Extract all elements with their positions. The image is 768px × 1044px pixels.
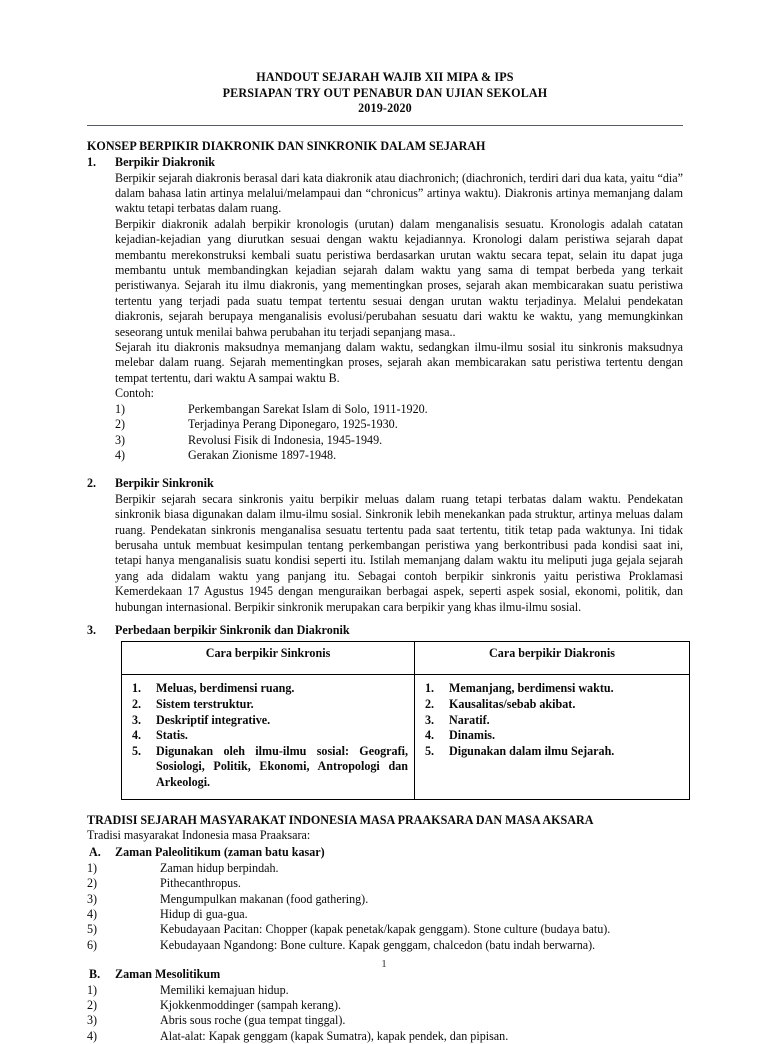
list-item — [87, 861, 683, 876]
list-item — [87, 938, 683, 953]
list-item-marker: 4) — [115, 447, 126, 462]
section-2-intro: Tradisi masyarakat Indonesia masa Praaksara: — [87, 827, 311, 842]
item-3-heading: Perbedaan berpikir Sinkronik dan Diakronik — [115, 622, 350, 637]
list-item-marker: 2) — [115, 417, 126, 432]
list-item-text: Alat-alat: Kapak genggam (kapak Sumatra), kapak pendek, dan pipisan. — [160, 1028, 509, 1043]
list-item-marker: 4) — [87, 1028, 98, 1043]
list-item-text: Hidup di gua-gua. — [160, 906, 248, 921]
list-item — [115, 402, 683, 417]
list-item-text: Kebudayaan Ngandong: Bone culture. Kapak genggam, chalcedon (batu indah berwarna). — [160, 937, 596, 952]
table-header-sinkronis: Cara berpikir Sinkronis — [122, 642, 415, 675]
header-divider — [87, 125, 683, 126]
list-item — [115, 417, 683, 432]
block-a-marker: A. — [89, 845, 101, 860]
list-item-marker: 5. — [425, 743, 435, 758]
list-item-marker: 4. — [425, 728, 435, 743]
list-item-text: Abris sous roche (gua tempat tinggal). — [160, 1013, 346, 1028]
contoh-label: Contoh: — [115, 386, 154, 401]
list-item-text: Kebudayaan Pacitan: Chopper (kapak penetak/kapak genggam). Stone culture (budaya batu). — [160, 922, 611, 937]
list-item-marker: 4) — [87, 906, 98, 921]
list-item-text: Sistem terstruktur. — [156, 696, 254, 711]
mesolitikum-list — [87, 983, 683, 1044]
comparison-table-wrapper — [87, 641, 683, 799]
list-item — [421, 728, 683, 744]
document-content — [87, 70, 683, 1044]
list-item-marker: 5. — [132, 743, 142, 758]
list-item — [421, 697, 683, 713]
item-2-paragraph-1: Berpikir sejarah secara sinkronis yaitu berpikir meluas dalam ruang tetapi terbatas dalam waktu. Pendekatan sinkronik biasa digunakan dalam ilmu-ilmu sosial. Sinkronik lebih menekankan pada struktur, artinya meluas dalam ruang. Pendekatan sinkronis menganalisa sesuatu tertentu pada saat tertentu, titik tetap pada waktunya. Ini tidak berusaha untuk membuat kesimpulan tentang perkembangan peristiwa yang berkontribusi pada kondisi saat ini, tetapi hanya menganalisis suatu kondisi seperti itu. Istilah memanjang dalam waktu itu meliputi juga gejala sejarah yang ada didalam waktu yang panjang itu. Sebagai contoh berpikir sinkronis yaitu peristiwa Proklamasi Kemerdekaan 17 Agustus 1945 dengan menguraikan berbagai aspek, seperti aspek sosial, ekonomi, politik, dan hubungan internasional. Berpikir sinkronik merupakan cara berpikir yang khas ilmu-ilmu sosial. — [115, 491, 683, 614]
list-item-text: Zaman hidup berpindah. — [160, 860, 279, 875]
list-item-text: Mengumpulkan makanan (food gathering). — [160, 891, 369, 906]
list-item-text: Dinamis. — [449, 728, 496, 743]
item-2-heading: Berpikir Sinkronik — [115, 476, 214, 491]
list-item-marker: 4. — [132, 728, 142, 743]
paleolitikum-list — [87, 861, 683, 953]
table-header-diakronis: Cara berpikir Diakronis — [415, 642, 690, 675]
list-item-marker: 6) — [87, 937, 98, 952]
list-item-text: Deskriptif integrative. — [156, 712, 271, 727]
list-item — [421, 681, 683, 697]
list-item — [87, 1013, 683, 1028]
item-1-paragraph-2: Berpikir diakronik adalah berpikir kronologis (urutan) dalam menganalisis sesuatu. Kronologis adalah catatan kejadian-kejadian yang diurutkan sesuai dengan waktu kejadiannya. Kronologi dalam peristiwa sejarah dapat membantu merekonstruksi kembali suatu peristiwa berdasarkan urutan waktu secara tepat, selain itu dapat juga membantu untuk membandingkan kejadian sejarah dalam waktu yang sama di tempat berbeda yang terkait peristiwanya. Sejarah itu ilmu diakronis, yang mementingkan proses, sejarah akan membicarakan suatu peristiwa tertentu yang terjadi pada suatu tempat tertentu sesuai dengan urutan waktu terjadinya. Melalui pendekatan diakronis, sejarah berupaya menganalisis evolusi/perubahan sesuatu dari waktu ke waktu, yang memungkinkan seseorang untuk menilai bahwa perubahan itu terjadi sepanjang masa.. — [115, 216, 683, 339]
list-item — [115, 433, 683, 448]
list-item-text: Gerakan Zionisme 1897-1948. — [188, 447, 337, 462]
list-item-marker: 3. — [425, 712, 435, 727]
list-item-text: Revolusi Fisik di Indonesia, 1945-1949. — [188, 432, 383, 447]
list-item-marker: 2. — [425, 696, 435, 711]
contoh-list — [115, 402, 683, 464]
comparison-table — [121, 641, 690, 799]
item-1-heading: Berpikir Diakronik — [115, 155, 216, 170]
list-item — [128, 728, 408, 744]
item-1-paragraph-1: Berpikir sejarah diakronis berasal dari kata diakronik atau diachronich; (diachronich, terdiri dari dua kata, yaitu “dia” dalam bahasa latin artinya melalui/melampaui dan “chronicus” artinya waktu). Diakronis artinya memanjang dalam waktu tetapi terbatas dalam ruang. — [115, 170, 683, 216]
list-item-text: Kausalitas/sebab akibat. — [449, 696, 576, 711]
list-item — [87, 907, 683, 922]
table-cell-diakronis — [415, 675, 690, 799]
list-item — [87, 876, 683, 891]
list-item-marker: 1) — [115, 401, 126, 416]
item-2-marker: 2. — [87, 476, 97, 491]
list-item — [87, 998, 683, 1013]
item-1-paragraph-3: Sejarah itu diakronis maksudnya memanjang dalam waktu, sedangkan ilmu-ilmu sosial itu sinkronis maksudnya melebar dalam ruang. Sejarah mementingkan proses, sejarah akan membicarakan satu peristiwa tertentu dengan tempat tertentu, dari waktu A sampai waktu B. — [115, 340, 683, 385]
list-item — [128, 713, 408, 729]
list-item — [128, 697, 408, 713]
list-item-text: Memiliki kemajuan hidup. — [160, 982, 289, 997]
list-item — [87, 983, 683, 998]
list-item-text: Kjokkenmoddinger (sampah kerang). — [160, 998, 342, 1012]
table-row — [122, 675, 690, 799]
list-item-text: Naratif. — [449, 712, 490, 727]
section-2-block-a — [87, 845, 683, 860]
list-item-text: Pithecanthropus. — [160, 876, 241, 891]
list-item-marker: 5) — [87, 922, 98, 937]
block-b-marker: B. — [89, 967, 101, 982]
list-item — [87, 922, 683, 937]
document-header — [87, 70, 683, 117]
table-header-row — [122, 642, 690, 675]
list-item-marker: 1. — [132, 681, 142, 696]
diakronis-list — [421, 681, 683, 759]
list-item-text: Digunakan dalam ilmu Sejarah. — [449, 743, 615, 758]
list-item — [87, 1029, 683, 1044]
list-item-marker: 3) — [87, 891, 98, 906]
section-1-item-1 — [87, 155, 683, 463]
list-item-marker: 3. — [132, 712, 142, 727]
section-1-item-2 — [87, 476, 683, 615]
list-item-marker: 3) — [87, 1013, 98, 1028]
section-1-title: KONSEP BERPIKIR DIAKRONIK DAN SINKRONIK DALAM SEJARAH — [87, 138, 486, 153]
list-item-marker: 2) — [87, 876, 98, 891]
block-a-heading: Zaman Paleolitikum (zaman batu kasar) — [115, 845, 325, 860]
list-item-marker: 1) — [87, 860, 98, 875]
list-item — [128, 744, 408, 791]
list-item-marker: 2) — [87, 998, 98, 1012]
list-item-text: Digunakan oleh ilmu-ilmu sosial: Geografi, Sosiologi, Politik, Ekonomi, Antropologi dan Arkeologi. — [156, 743, 408, 789]
list-item-text: Terjadinya Perang Diponegaro, 1925-1930. — [188, 417, 398, 432]
header-line-1: HANDOUT SEJARAH WAJIB XII MIPA & IPS — [256, 70, 514, 84]
list-item — [421, 713, 683, 729]
section-1-item-3 — [87, 623, 683, 638]
list-item-marker: 1. — [425, 681, 435, 696]
list-item-marker: 1) — [87, 982, 98, 997]
block-b-heading: Zaman Mesolitikum — [115, 967, 221, 982]
list-item-marker: 3) — [115, 432, 126, 447]
section-2-title: TRADISI SEJARAH MASYARAKAT INDONESIA MASA PRAAKSARA DAN MASA AKSARA — [87, 812, 594, 827]
table-cell-sinkronis — [122, 675, 415, 799]
list-item-text: Perkembangan Sarekat Islam di Solo, 1911-1920. — [188, 401, 428, 416]
page-number: 1 — [381, 958, 387, 970]
list-item-marker: 2. — [132, 696, 142, 711]
list-item-text: Statis. — [156, 728, 188, 743]
sinkronis-list — [128, 681, 408, 790]
header-line-3: 2019-2020 — [358, 101, 412, 116]
list-item — [115, 448, 683, 463]
item-1-marker: 1. — [87, 155, 97, 170]
list-item — [87, 892, 683, 907]
list-item-text: Meluas, berdimensi ruang. — [156, 681, 295, 696]
item-3-marker: 3. — [87, 622, 97, 637]
list-item — [128, 681, 408, 697]
list-item — [421, 744, 683, 760]
header-line-2: PERSIAPAN TRY OUT PENABUR DAN UJIAN SEKOLAH — [222, 85, 548, 100]
list-item-text: Memanjang, berdimensi waktu. — [449, 681, 614, 696]
